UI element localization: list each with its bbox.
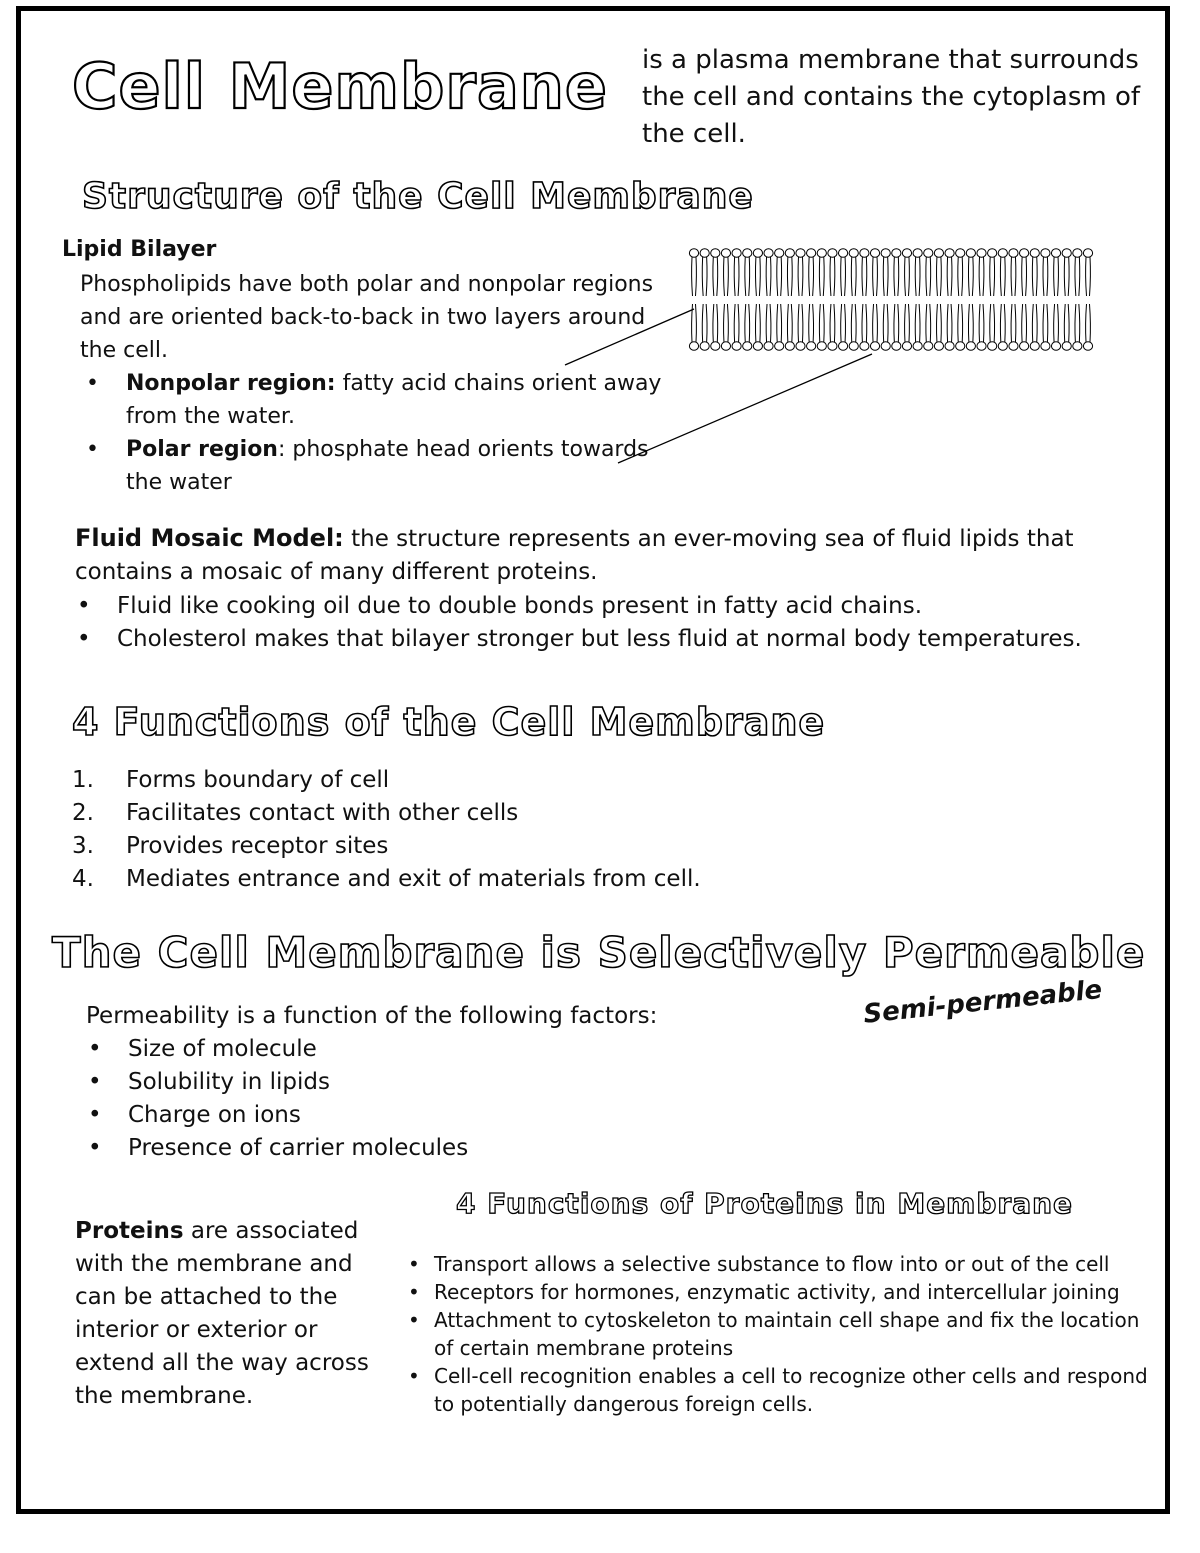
bullet-dot: •: [88, 1069, 102, 1095]
fluid-bullet-text: Fluid like cooking oil due to double bonds present in fatty acid chains.: [117, 593, 923, 619]
fluid-bullets: [77, 590, 1117, 656]
phospholipid-top: [817, 249, 826, 296]
list-item: [72, 830, 701, 863]
phospholipid-top: [796, 249, 805, 296]
phospholipid-bottom: [870, 304, 879, 350]
phospholipid-top: [700, 249, 709, 296]
phospholipid-top: [1062, 249, 1071, 296]
phospholipid-top: [966, 249, 975, 296]
phospholipid-top: [721, 249, 730, 296]
protein-functions-list: [408, 1250, 1154, 1418]
phospholipid-top: [689, 249, 698, 296]
phospholipid-bilayer: [689, 249, 1092, 351]
phospholipid-top: [977, 249, 986, 296]
phospholipid-bottom: [807, 304, 816, 350]
phospholipid-top: [934, 249, 943, 296]
phospholipid-bottom: [892, 304, 901, 350]
phospholipid-top: [828, 249, 837, 296]
phospholipid-top: [753, 249, 762, 296]
protein-function-text: Cell-cell recognition enables a cell to recognize other cells and respond to potentially dangerous foreign cells.: [434, 1364, 1148, 1416]
bullet-dot: •: [408, 1280, 420, 1304]
proteins-label: Proteins: [75, 1218, 184, 1244]
phospholipid-bottom: [785, 304, 794, 350]
fluid-mosaic-text: the structure represents an ever-moving sea of fluid lipids that contains a mosaic of many different proteins.: [75, 526, 1074, 585]
proteins-paragraph: [75, 1215, 393, 1413]
polar-label: Polar region: [126, 437, 278, 462]
item-number: 2.: [72, 800, 94, 826]
function-text: Facilitates contact with other cells: [126, 800, 519, 826]
functions-heading: 4 Functions of the Cell Membrane: [72, 700, 826, 744]
function-text: Provides receptor sites: [126, 833, 389, 859]
factor-text: Size of molecule: [128, 1036, 317, 1062]
fluid-bullet-text: Cholesterol makes that bilayer stronger but less fluid at normal body temperatures.: [117, 626, 1082, 652]
phospholipid-top: [998, 249, 1007, 296]
phospholipid-bottom: [700, 304, 709, 350]
lipid-bilayer-text: Phospholipids have both polar and nonpolar regions and are oriented back-to-back in two layers around the cell.: [80, 272, 654, 363]
phospholipid-top: [764, 249, 773, 296]
list-item: [88, 1132, 469, 1165]
phospholipid-bottom: [1051, 304, 1060, 350]
bullet-dot: •: [77, 593, 91, 619]
phospholipid-bottom: [849, 304, 858, 350]
phospholipid-bottom: [838, 304, 847, 350]
phospholipid-top: [849, 249, 858, 296]
list-item: [77, 623, 1117, 656]
phospholipid-bottom: [721, 304, 730, 350]
protein-functions-heading: 4 Functions of Proteins in Membrane: [456, 1187, 1074, 1220]
phospholipid-top: [1073, 249, 1082, 296]
proteins-text: are associated with the membrane and can be attached to the interior or exterior or extend all the way across the membrane.: [75, 1218, 369, 1409]
nonpolar-text: fatty acid chains orient away from the water.: [126, 371, 662, 429]
function-text: Forms boundary of cell: [126, 767, 390, 793]
phospholipid-top: [775, 249, 784, 296]
polar-pointer-line: [618, 354, 872, 463]
phospholipid-top: [924, 249, 933, 296]
bullet-dot: •: [88, 1135, 102, 1161]
title-definition: is a plasma membrane that surrounds the cell and contains the cytoplasm of the cell.: [642, 45, 1141, 149]
list-item: [408, 1306, 1154, 1362]
structure-heading: Structure of the Cell Membrane: [82, 176, 754, 217]
list-item: [72, 764, 701, 797]
phospholipid-bottom: [860, 304, 869, 350]
bullet-dot: •: [86, 437, 99, 462]
phospholipid-top: [860, 249, 869, 296]
list-item: [88, 1066, 468, 1099]
fluid-mosaic-paragraph: [75, 522, 1155, 589]
item-number: 3.: [72, 833, 94, 859]
phospholipid-top: [1083, 249, 1092, 296]
phospholipid-top: [902, 249, 911, 296]
function-text: Mediates entrance and exit of materials from cell.: [126, 866, 701, 892]
phospholipid-bottom: [956, 304, 965, 350]
phospholipid-bottom: [1041, 304, 1050, 350]
permeable-heading: The Cell Membrane is Selectively Permeable: [52, 928, 1146, 977]
phospholipid-top: [870, 249, 879, 296]
phospholipid-bottom: [775, 304, 784, 350]
list-item: [408, 1362, 1154, 1418]
phospholipid-bottom: [1062, 304, 1071, 350]
bullet-dot: •: [408, 1252, 420, 1276]
phospholipid-top: [881, 249, 890, 296]
list-item: [408, 1250, 1154, 1278]
phospholipid-bottom: [966, 304, 975, 350]
page-title: Cell Membrane: [72, 50, 608, 123]
phospholipid-bottom: [988, 304, 997, 350]
nonpolar-label: Nonpolar region:: [126, 371, 336, 396]
phospholipid-bottom: [753, 304, 762, 350]
bullet-dot: •: [86, 371, 99, 396]
phospholipid-top: [1020, 249, 1029, 296]
phospholipid-bottom: [934, 304, 943, 350]
phospholipid-top: [838, 249, 847, 296]
phospholipid-bottom: [711, 304, 720, 350]
phospholipid-bottom: [817, 304, 826, 350]
polar-text: : phosphate head orients towards the water: [126, 437, 649, 495]
phospholipid-top: [988, 249, 997, 296]
phospholipid-top: [1009, 249, 1018, 296]
factor-text: Solubility in lipids: [128, 1069, 330, 1095]
phospholipid-bottom: [977, 304, 986, 350]
phospholipid-top: [807, 249, 816, 296]
phospholipid-top: [785, 249, 794, 296]
phospholipid-bottom: [828, 304, 837, 350]
list-item: [77, 590, 1117, 623]
phospholipid-bottom: [945, 304, 954, 350]
phospholipid-top: [913, 249, 922, 296]
phospholipid-top: [945, 249, 954, 296]
phospholipid-top: [1051, 249, 1060, 296]
bullet-dot: •: [88, 1102, 102, 1128]
permeability-intro: Permeability is a function of the following factors:: [86, 1003, 658, 1029]
nonpolar-pointer-line: [565, 309, 694, 365]
phospholipid-bottom: [1009, 304, 1018, 350]
lipid-bilayer-label: Lipid Bilayer: [62, 237, 217, 262]
factor-text: Presence of carrier molecules: [128, 1135, 469, 1161]
permeability-factors: [88, 1033, 469, 1165]
list-item: [72, 863, 701, 896]
list-item: [72, 797, 701, 830]
phospholipid-top: [892, 249, 901, 296]
phospholipid-top: [1030, 249, 1039, 296]
phospholipid-top: [732, 249, 741, 296]
phospholipid-bottom: [743, 304, 752, 350]
list-item: [88, 1033, 468, 1066]
phospholipid-bottom: [1020, 304, 1029, 350]
phospholipid-bottom: [1030, 304, 1039, 350]
list-item: [408, 1278, 1154, 1306]
phospholipid-bottom: [902, 304, 911, 350]
phospholipid-bottom: [913, 304, 922, 350]
phospholipid-bottom: [1083, 304, 1092, 350]
factor-text: Charge on ions: [128, 1102, 301, 1128]
phospholipid-top: [956, 249, 965, 296]
phospholipid-bottom: [998, 304, 1007, 350]
phospholipid-bottom: [764, 304, 773, 350]
item-number: 1.: [72, 767, 94, 793]
bullet-dot: •: [408, 1364, 420, 1388]
bullet-dot: •: [88, 1036, 102, 1062]
phospholipid-bottom: [732, 304, 741, 350]
phospholipid-bottom: [1073, 304, 1082, 350]
protein-function-text: Transport allows a selective substance to flow into or out of the cell: [434, 1252, 1110, 1276]
fluid-mosaic-label: Fluid Mosaic Model:: [75, 524, 344, 552]
semi-permeable-note: Semi-permeable: [862, 974, 1104, 1030]
protein-function-text: Attachment to cytoskeleton to maintain cell shape and fix the location of certain membrane proteins: [434, 1308, 1140, 1360]
phospholipid-top: [1041, 249, 1050, 296]
phospholipid-bottom: [796, 304, 805, 350]
phospholipid-bottom: [881, 304, 890, 350]
list-item: [88, 1099, 468, 1132]
bullet-dot: •: [408, 1308, 420, 1332]
item-number: 4.: [72, 866, 94, 892]
protein-function-text: Receptors for hormones, enzymatic activity, and intercellular joining: [434, 1280, 1120, 1304]
phospholipid-top: [743, 249, 752, 296]
phospholipid-bottom: [924, 304, 933, 350]
functions-list: [72, 764, 701, 896]
phospholipid-top: [711, 249, 720, 296]
bullet-dot: •: [77, 626, 91, 652]
